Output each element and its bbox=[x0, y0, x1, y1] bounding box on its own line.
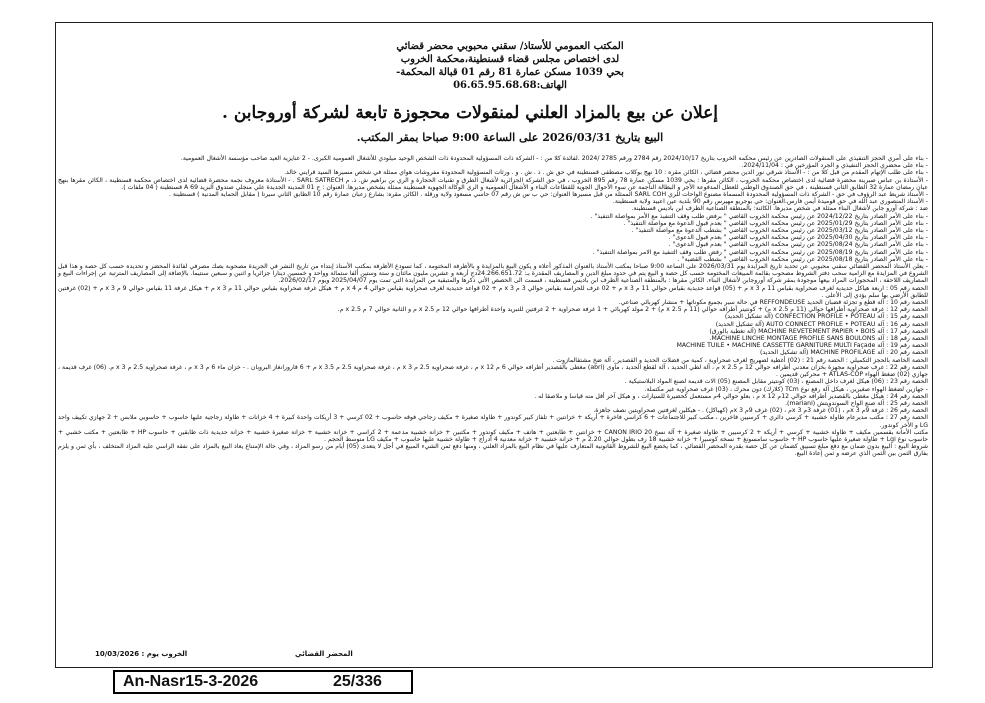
body-paragraph: الحصة رقم 17 : آلة MACHINE REVETEMENT PAPIER • BOIS (آلة تغطية بالورق) bbox=[709, 327, 928, 335]
body-paragraph: الحصة رقم 19 : آلة MACHINE TUILE • MACHINE CASSETTE GARNITURE MULTI Façade bbox=[676, 342, 928, 350]
body-paragraph: - بناء على الأمر الصادر بتاريخ 2024/12/22 عن رئيس محكمة الخروب القاضي " برفض طلب وقف التنفيذ مع الأمر بمواصلة التنفيذ" . bbox=[590, 212, 928, 220]
header-line-phone: الهاتف:06.65.95.68.68 bbox=[453, 80, 567, 91]
announcement-body bbox=[58, 155, 928, 458]
header-line-address: بحي 1039 مسكن عمارة 81 رقم 01 قبالة المحكمة- bbox=[396, 67, 624, 78]
body-paragraph: الحصة رقم 16 : آلة AUTO CONNECT PROFILE • POTEAU (آلة تشكيل الحديد) bbox=[715, 320, 928, 328]
body-paragraph: الحصة رقم 27 : مكتب مديرعام طاولة خشبية + كرسي دائري + كرسيين فاخرين ، مكتب كبير للاجتماعات + 6 كراسي فاخرة + أريكة + خزانتين + تلفاز كبير كوندور + طاولة صغيرة + مكيف زجاجي فوقه حاسوب + 02 كرسي + 3 أريكات واحدة كبيرة + 4 خزانات + طاولة زجاجية عليها حاسوب + حاسوبي ملابس + 2 جهازي تكييف واحد LG و الأخر كوندور. bbox=[58, 414, 928, 429]
body-paragraph: الحصة رقم 15 : آلة CONFECTION PROFILE • POTEAU (آلة تشكيل الحديد) bbox=[724, 313, 928, 321]
body-paragraph: - بناء على الأمر الصادر بتاريخ 2025/01/29 عن رئيس محكمة الخروب القاضي " بعدم قبول الدعوة مع مواصلة التنفيذ" . bbox=[623, 219, 928, 227]
body-paragraph: الحصة رقم 10 : آلة قطع و تجزئة قضبان الحديد REFFONDEUSE في حالة سير بجميع مكوناتها + منشار كهربائي صناعي. bbox=[618, 299, 928, 307]
body-paragraph: مكتب الأمانة بقسمين مكيف + طاولة خشبية + كرسي + أريكة + 2 كرسيين + طاولة صغيرة + آلة نسخ CANON IRIO 20 + خزانتين + طابعتين + هاتف + مكيف كوندور + مكتبين + خزانة خشبية مدعمة + 2 كراسي + خزانة خشبية + خزانة صغيرة خشبية + خزانة حديدية ذات طابقين + حاسوب HP + طابعتين + مكتب خشبي + حاسوب نوع Lgi + طاولة صغيرة عليها حاسوب HP + حاسوب سامسونغ + نسخة كوسيرا + خزانة خشبية 18 رف بطول حوالي 2.20 م + خزانة خشبية + خزانة معدنية 4 أدراج + طاولة خشبية عليها حاسوب + مكيف LG متوسط الحجم . bbox=[58, 428, 929, 443]
body-paragraph: الحصة رقم 23 : (06) هيكل لغرف داخل المصنع ، (03) كونتينر مقابل المصنع (05) الات قديمة لصنع المواد البلاستيكية . bbox=[624, 378, 928, 386]
body-paragraph: - بناء على الأمر الصادر بتاريخ 2025/04/30 عن رئيس محكمة الخروب القاضي " بعدم قبول الدعوى" . bbox=[668, 234, 928, 242]
body-paragraph: - بناء على الأمر الصادر بتاريخ 2025/08/24 عن رئيس محكمة الخروب القاضي " بعدم قبول الدعوى" . bbox=[668, 241, 928, 249]
body-paragraph: - الأستاذ المنصوري عبد الله في حق قوميدة أيمن فارس.العنوان: حي بوجريو مهيرس رقم 90 بلدية عين اعبيد ولاية قسنطينة. bbox=[612, 198, 928, 206]
announcement-title: إعلان عن بيع بالمزاد العلني لمنقولات محجوزة تابعة لشركة أوروجابن . bbox=[222, 103, 718, 123]
newspaper-stamp bbox=[113, 670, 413, 694]
body-paragraph: - الأستاذة بن عباس صبرينة محضرة قضائية لدى اختصاص محكمة الخروب ، الكائن مقرها : بحي 1039 مسكن عمارة 78 رقم 895 الخروب ، في حق الشركة الجزائرية لأشغال الطرق و تقنيات الحجارة و الري بن براهيم ش. ذ. م SARL SATRECH . - الأستاذة معروف نجمة محضرة قضائية لدى اختصاص محكمة قسنطينة ، الكائن مقرها بنهج عبان رمضان عمارة 32 الطابق الثاني قسنطينة ، في حق الصندوق الوطني للعطل المدفوعة الأجر و البطالة الناجمة عن سوء الأحوال الجوية للقطاعات البناء و الأشغال العمومية و الري الوكالة الجهوية قسنطينة ممثلة بشخص مديرها. العنوان : ح 01 المدينة الجديدة علي منجلي صندوق البريد 69 A قسنطينة ( 04 ملفات ). bbox=[58, 176, 928, 191]
stamp-number: 25/336 bbox=[333, 673, 382, 690]
body-paragraph: - بناء على الأمر الصادر بتاريخ 2025/08/19 عن رئيس محكمة الخروب القاضي " رفض طلب وقف التنفيذ مع الامر بمواصلة التنفيذ" . bbox=[592, 248, 928, 256]
date-line: الخروب يوم : 10/03/2026 bbox=[95, 650, 188, 658]
header-line-court: لدى اختصاص مجلس قضاء قسنطينة،محكمة الخروب bbox=[400, 54, 620, 65]
body-paragraph: شروط البيع : البيع بدون ضمان مع دفع مبلغ تسبيق كضمان عن كل حصة بقدره المحضر القضائي ، كما يخضع البيع للشروط القانونية المتعارف عليها في نظام البيع بالمزاد العلني ، ومنها دفع ثمن الشيء المبيع في أجل لا يتعدى (05) أيام من رسو المزاد ، وفي حالة الإمتناع يعاد البيع بالمزاد على نفقة الراسي عليه المزاد المتخلف ، بأي ثمن و يلزم بفارق الثمن بين الثمن الذي عرضه و ثمن إعادة البيع. bbox=[58, 443, 928, 458]
body-paragraph: - بناء على طلب الإتهام المقدم من قبل كلا من : - الأستاذ شرقي نور الدين محضر قضائي ، الكائن مقره : 10 نهج بوكلاب مصطفى قسنطينة في حق ش . ذ . ش . و . ورثات المسؤولية المحدودة مفروشات هواي ممثلة في شخص مسيرها السيد قرايني خالد. bbox=[284, 169, 928, 177]
body-paragraph: - يعلن الأستاذ المحضر القضائي سقني محبوبي عن تحديد تاريخ المزايدة يوم 2026/03/31 على الساعة 9:00 صباحا بمكتب الأستاذ بالعنوان المذكور أعلاه و يكون البيع بالمزايدة و بالأظرفة المختومة ، كما تسودع الأظرفة بمكتب الأستاذ إبتداء من تاريخ النشر في الجريدة مصحوبة بصك مصرفي لفائدة المحضر و تحديده حسب كل حصة و هذا قبل الشروع في المزايدة مع الزامية سحب دفتر الشروط مصحوب بقائمة المبيعات المختومة حسب كل حصة و البيع يتم في حدود مبلغ الدين و المصاريف المقدرة بـ: 24.266.651.72دج أربعة و عشرين مليون مائتان و ستة وستين ألفا ستمائة وواحد و خمسين دينارا جزائريا و اثنين و سبعين سنتيما. بالإضافة إلى المصاريف المترتبة عن إجراءات البيع و المصاريف اللاحقة ، المحجوزات المراد بيعها موجودة بمقر شركة أوروجابن لأشغال البناء. الكائن مقرها : بالمنطقة الصناعية الطرف ابن باديس قسنطينة ، قسمت الى الحصص الأتي ذكرها والمتبقية من المزايدة التي تمت يوم 2025/04/07 ويوم 2026/02/17. bbox=[58, 263, 929, 285]
body-paragraph: - بناء على الأمر الصادر بتاريخ 2025/08/18 عن رئيس محكمة الخروب القاضي " بشطب القضية" . bbox=[677, 255, 928, 263]
body-paragraph: الحصة رقم 18 : آلة MACHINE LINCHE MONTAGE PROFILE SANS BOULONS. bbox=[709, 335, 928, 343]
body-paragraph: الحصة رقم 22 : غرف صحراوية مجهزة بخزان معدني أطرافه حوالي 12 م x 2.5 م ، آلة لطي الحديد ، آلة لقطع الحديد ، مأوى (abri) مغطى بالقصدير أطرافه حوالي 6 م x 12 م ، غرفة صحراوية 2.5 م x 3 م ، غرفة صحراوية 2.5 م x 3.5 م + 6 قارورانغاز البروبان . - خزان ماء 6 م x 3 م ، غرفة صحراوية 2.5 م x 3 م. (06) غرف قديمة ، جهازي (02) ضغط الهواء ATLAS-COP + محركين قديمين . bbox=[58, 363, 928, 379]
body-paragraph: الحصة الخاصة بالحجز التكميلي : الحصة رقم 21 : (02) أغطية لصهريج لغرف صحراوية ، كمية من فضلات الحديد و القصدير ، آلة ضخ مشتقالمازوت . bbox=[552, 356, 928, 364]
stamp-publication: An-Nasr15-3-2026 bbox=[123, 673, 259, 690]
office-header bbox=[300, 40, 720, 92]
body-paragraph: الحصة رقم 05 : اربعة هياكل حديدية لغرف صحراوية بقياس 11 م x 3 م + (05) قواعد حديدية بقياس حوالي 11 م x 3 م + 02 غرف للحراسة بقياس حوالي 3 م x 3 م + 02 قواعد حديدية لغرف صحراوية بقياس حوالي 4 م x 4 م + هيكل غرفة صحراوية بقياس حوالي 11 م x 3 م + هيكل غرفة 11 بقياس حوالي 9 م x 3 م + (02) غرفتين للطابق الأرضي بها سلم يؤدي إلى الأعلى . bbox=[58, 284, 928, 299]
body-paragraph: - بناء على أمري الحجز التنفيذي على المنقولات الصادرين عن رئيس محكمة الخروب بتاريخ 2024/10/17 رقم 2784 ورقم 2785 /2024 .لفائدة كلا من : - الشركة ذات المسؤولية المحدودة ذات الشخص الوحيد ميلودي للأشغال العمومية الكبرى. - 2 غنايزية العيد صاحب مؤسسة الأشغال العمومية. bbox=[180, 155, 928, 162]
body-paragraph: الحصة رقم 24 : هيكل مغطى بالقصدير أطرافه حوالي 12م x 12 م ، بعلو حوالي 4م مستعمل كحضيرة للسيارات ، و هيكل آخر أقل منه قياسا و ملاصقا له . bbox=[534, 392, 928, 400]
body-paragraph: الحصة رقم 20 : آلة MACHINE PROFILAGE (آلة تشكيل الحديد) bbox=[760, 349, 928, 357]
signature-label: المحضر القضائي bbox=[295, 650, 353, 658]
sale-date-line: البيع بتاريخ 2026/03/31 على الساعة 9:00 صباحا بمقر المكتب. bbox=[356, 131, 664, 144]
body-paragraph: الحصة رقم 12 : غرفة صحراوية أطرافها حوالي (11 م x 2.5 م) + كونتينر أطرافه حوالي (11 م x 2.5 م) + 2 مولد كهربائي + 1 غرفة صحراوية + 2 غرفتين للتبريد واحدة أطرافها حوالي 12 م x 2.5 م و الثانية حوالي 7 م x 2.5 م. bbox=[337, 306, 928, 314]
body-paragraph: - الأستاذ شريط عبد الرؤوف في حق - الشركة ذات المسؤولية المحدودة المسماة مصنوع الواحات للري SARL COH الممثلة من قبل مسيرها العنوان: حي ب س ش رقم 07 حاسي مسعود ولاية ورقلة . الكائن مقره: بشارع زعبان عمارة رقم 10 الطابق الثاني سيرتا ( مقابل الحماية المدنية ) قسنطينة . bbox=[168, 191, 928, 199]
body-paragraph: ضد : شركة أورو جابن لأشغال البناء ممثلة في شخص مديرها. الكائنة: بالمنطقة الصناعية الطرف ابن باديس قسنطينة. bbox=[631, 205, 928, 213]
body-paragraph: الحصة رقم 26 : غرفة 9م x 3م ، (01) غرفة 3م x 3م ، (02) غرف 9م x 3م (كهياكل) . - هيكلين لغرفتين صحراويتين نصف جاهزة. bbox=[593, 407, 928, 415]
body-paragraph: - بناء على الأمر الصادر بتاريخ 2025/03/12 عن رئيس محكمة الخروب القاضي " بشطب الدعوة مع مواصلة التنفيذ" . bbox=[631, 227, 928, 235]
body-paragraph: - بناء على محضري الحجز التنفيذي و الجرد المؤرخين في : 2024/11/04. bbox=[741, 162, 928, 170]
header-line-office: المكتب العمومي للأستاذ/ سقني محبوبي محضر قضائي bbox=[396, 41, 624, 52]
body-paragraph: - جهازين لضغط الهواء صغيرين ، هيكل آلة رفع نوع TCm (كلارك) دون محرك ، (03) غرف صحراوية غير مكتملة. bbox=[644, 385, 928, 393]
body-paragraph: الحصة رقم 25 : آلة صنع الواح السوندويتش (mariani). bbox=[785, 399, 928, 407]
